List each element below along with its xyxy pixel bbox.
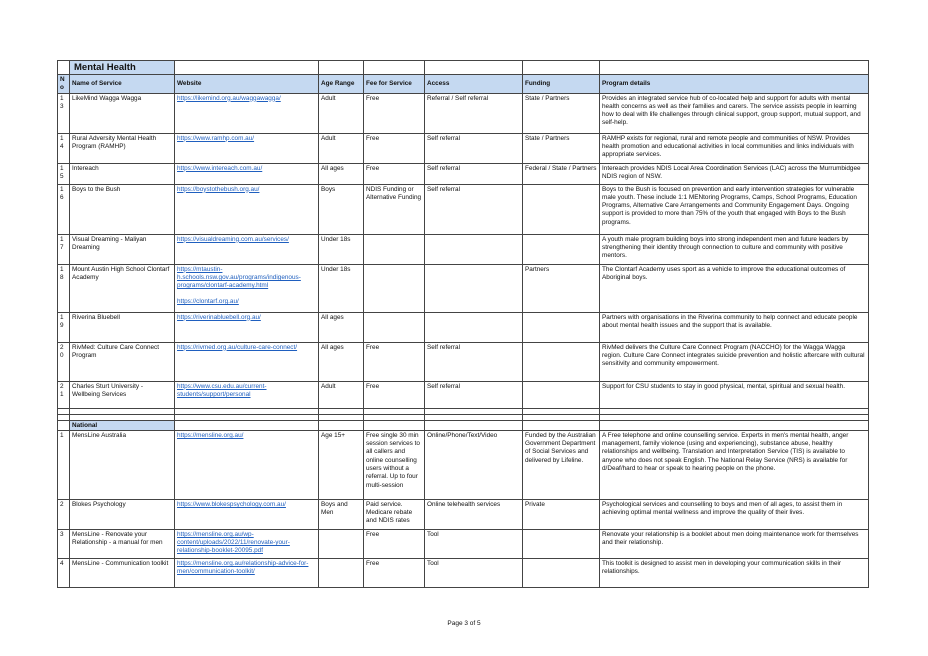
website-link[interactable]: https://mensline.org.au/wp-content/uploads/2022/11/renovate-your-relationship-booklet-20095.pdf [177, 530, 290, 555]
row-no: 4 [58, 558, 70, 587]
table-row [58, 381, 869, 408]
funding [523, 312, 600, 342]
program-details: Boys to the Bush is focused on prevention and early intervention strategies for vulnerable male youth. These include 1:1 MENtoring Programs, Camps, School Programs, Education Programs, Alternative Care Arrangements and Community Engagement Days. Ongoing support is provided to more than 75% of the youth that engaged with Boys to the Bush programs. [600, 184, 869, 234]
funding [523, 342, 600, 381]
access: Self referral [425, 381, 523, 408]
section-title: Mental Health [70, 61, 175, 75]
blank-cell [58, 420, 70, 430]
service-name: RivMed: Culture Care Connect Program [70, 342, 175, 381]
program-details: This toolkit is designed to assist men in developing your communication skills in their relationships. [600, 558, 869, 587]
program-details: Psychological services and counselling to boys and men of all ages, to assist them in achieving optimal mental wellness and improve the quality of their lives. [600, 499, 869, 529]
table-row [58, 264, 869, 312]
table-row [58, 430, 869, 499]
access: Tool [425, 558, 523, 587]
service-name: Charles Sturt University - Wellbeing Services [70, 381, 175, 408]
table-row [58, 558, 869, 587]
fee [364, 234, 425, 264]
program-details: RivMed delivers the Culture Care Connect Program (NACCHO) for the Wagga Wagga region. Culture Care Connect integrates suicide prevention and holistic aftercare with cultural sensitivity and community empowerment. [600, 342, 869, 381]
table-row [58, 184, 869, 234]
program-details: The Clontarf Academy uses sport as a vehicle to improve the educational outcomes of Aboriginal boys. [600, 264, 869, 312]
website-cell [175, 499, 319, 529]
program-details: Intereach provides NDIS Local Area Coordination Services (LAC) across the Murrumbidgee NDIS region of NSW. [600, 163, 869, 184]
service-name: Blokes Psychology [70, 499, 175, 529]
header-no: No [58, 75, 70, 94]
service-name: Intereach [70, 163, 175, 184]
service-name: MensLine - Communication toolkit [70, 558, 175, 587]
services-table [57, 60, 869, 588]
website-link[interactable]: https://boystothebush.org.au/ [177, 185, 260, 193]
program-details: Provides an integrated service hub of co-located help and support for adults with mental health concerns as well as their families and carers. The service assists people in learning how to deal with life challenges through clinical support, group support, mutual support, and self-help. [600, 93, 869, 133]
row-no: 1 [58, 430, 70, 499]
header-row [58, 75, 869, 94]
row-no: 14 [58, 133, 70, 163]
header-access: Access [425, 75, 523, 94]
header-name: Name of Service [70, 75, 175, 94]
fee: Free [364, 342, 425, 381]
age-range: Age 15+ [319, 430, 364, 499]
access: Online/Phone/Text/Video [425, 430, 523, 499]
website-link[interactable]: https://www.blokespsychology.com.au/ [177, 500, 286, 508]
website-link[interactable]: https://likemind.org.au/waggawagga/ [177, 94, 281, 102]
fee: Free single 30 min session services to all callers and online counselling users without a referral. Up to four multi-session [364, 430, 425, 499]
program-details: RAMHP exists for regional, rural and remote people and communities of NSW. Provides health promotion and educational activities in local communities and links individuals with appropriate services. [600, 133, 869, 163]
access [425, 312, 523, 342]
age-range: Under 18s [319, 234, 364, 264]
row-no: 19 [58, 312, 70, 342]
row-no: 13 [58, 93, 70, 133]
website-link[interactable]: https://mensline.org.au/relationship-advice-for-men/communication-toolkit/ [177, 559, 309, 576]
funding: Funded by the Australian Government Department of Social Services and delivered by Lifeline. [523, 430, 600, 499]
funding: State / Partners [523, 133, 600, 163]
row-no: 17 [58, 234, 70, 264]
service-name: Visual Dreaming - Maliyan Dreaming [70, 234, 175, 264]
website-link[interactable]: https://mtaustin-h.schools.nsw.gov.au/programs/indigenous-programs/clontarf-academy.html [177, 265, 301, 290]
website-link[interactable]: https://riverinabluebell.org.au/ [177, 313, 261, 321]
access [425, 234, 523, 264]
header-fee: Fee for Service [364, 75, 425, 94]
blank-cell [600, 61, 869, 75]
website-link[interactable]: https://www.csu.edu.au/current-students/support/personal [177, 382, 267, 398]
access: Referral / Self referral [425, 93, 523, 133]
fee: Paid service. Medicare rebate and NDIS rates [364, 499, 425, 529]
table-row [58, 342, 869, 381]
funding [523, 558, 600, 587]
service-name: LikeMind Wagga Wagga [70, 93, 175, 133]
age-range [319, 558, 364, 587]
age-range: Adult [319, 93, 364, 133]
blank-cell [58, 61, 70, 75]
website-link[interactable]: https://www.intereach.com.au/ [177, 164, 263, 172]
website-cell [175, 163, 319, 184]
header-funding: Funding [523, 75, 600, 94]
fee: Free [364, 133, 425, 163]
funding: Private [523, 499, 600, 529]
fee: Free [364, 163, 425, 184]
table-row [58, 312, 869, 342]
fee [364, 312, 425, 342]
program-details: A Free telephone and online counselling service. Experts in men's mental health, anger management, family violence (using and experiencing), substance abuse, healthy relationships and wellbeing. Translation and Interpretation Service (TIS) is available to anyone who does not speak English. The National Relay Service (NRS) is available for d/Deaf/hard to hear or speak to hearing people on the phone. [600, 430, 869, 499]
funding: Federal / State / Partners [523, 163, 600, 184]
website-link[interactable]: https://visualdreaming.com.au/services/ [177, 235, 289, 243]
row-no: 20 [58, 342, 70, 381]
fee: Free [364, 93, 425, 133]
blank-cell [175, 61, 319, 75]
program-details: A youth male program building boys into strong independent men and future leaders by strengthening their identity through connection to culture and community with positive mentors. [600, 234, 869, 264]
age-range [319, 529, 364, 558]
blank-cell [364, 61, 425, 75]
age-range: All ages [319, 312, 364, 342]
table-row [58, 163, 869, 184]
row-no: 15 [58, 163, 70, 184]
funding [523, 381, 600, 408]
access: Online telehealth services [425, 499, 523, 529]
website-cell [175, 93, 319, 133]
row-no: 18 [58, 264, 70, 312]
website-cell [175, 430, 319, 499]
fee: Free [364, 558, 425, 587]
row-no: 3 [58, 529, 70, 558]
program-details: Renovate your relationship is a booklet about men doing maintenance work for themselves and their relationship. [600, 529, 869, 558]
service-name: Rural Adversity Mental Health Program (RAMHP) [70, 133, 175, 163]
table-row [58, 499, 869, 529]
website-link[interactable]: https://mensline.org.au/ [177, 431, 244, 439]
blank-cell [523, 61, 600, 75]
header-website: Website [175, 75, 319, 94]
access: Self referral [425, 163, 523, 184]
program-details: Partners with organisations in the Riverina community to help connect and educate people about mental health issues and the support that is available. [600, 312, 869, 342]
row-no: 16 [58, 184, 70, 234]
age-range: Adult [319, 381, 364, 408]
website-cell [175, 234, 319, 264]
table-row [58, 234, 869, 264]
age-range: Under 18s [319, 264, 364, 312]
table-row [58, 133, 869, 163]
website-cell [175, 342, 319, 381]
funding: State / Partners [523, 93, 600, 133]
website-cell [175, 312, 319, 342]
page-number: Page 3 of 5 [447, 620, 481, 627]
fee: Free [364, 381, 425, 408]
section-row [58, 420, 869, 430]
row-no: 21 [58, 381, 70, 408]
access: Self referral [425, 342, 523, 381]
website-cell [175, 558, 319, 587]
age-range: All ages [319, 163, 364, 184]
service-name: MensLine Australia [70, 430, 175, 499]
website-link[interactable]: https://www.ramhp.com.au/ [177, 134, 255, 142]
blank-cell [425, 61, 523, 75]
funding [523, 184, 600, 234]
service-name: Riverina Bluebell [70, 312, 175, 342]
age-range: All ages [319, 342, 364, 381]
row-no: 2 [58, 499, 70, 529]
access: Self referral [425, 133, 523, 163]
funding [523, 529, 600, 558]
fee: NDIS Funding or Alternative Funding [364, 184, 425, 234]
service-name: Boys to the Bush [70, 184, 175, 234]
table-row [58, 529, 869, 558]
access: Tool [425, 529, 523, 558]
program-details: Support for CSU students to stay in good physical, mental, spiritual and sexual health. [600, 381, 869, 408]
website-cell [175, 264, 319, 312]
website-link[interactable]: https://rivmed.org.au/culture-care-connect/ [177, 343, 298, 351]
header-age: Age Range [319, 75, 364, 94]
service-name: MensLine - Renovate your Relationship - a manual for men [70, 529, 175, 558]
age-range: Boys and Men [319, 499, 364, 529]
service-name: Mount Austin High School Clontarf Academy [70, 264, 175, 312]
website-cell [175, 133, 319, 163]
table-row [58, 93, 869, 133]
blank-cell [175, 420, 319, 430]
age-range: Boys [319, 184, 364, 234]
website-cell [175, 381, 319, 408]
access: Self referral [425, 184, 523, 234]
header-details: Program details [600, 75, 869, 94]
access [425, 264, 523, 312]
website-cell [175, 529, 319, 558]
funding [523, 234, 600, 264]
website-cell [175, 184, 319, 234]
blank-cell [319, 61, 364, 75]
age-range: Adult [319, 133, 364, 163]
funding: Partners [523, 264, 600, 312]
website-link-secondary[interactable]: https://clontarf.org.au/ [177, 298, 239, 306]
fee [364, 264, 425, 312]
section-label-national: National [70, 420, 175, 430]
fee: Free [364, 529, 425, 558]
